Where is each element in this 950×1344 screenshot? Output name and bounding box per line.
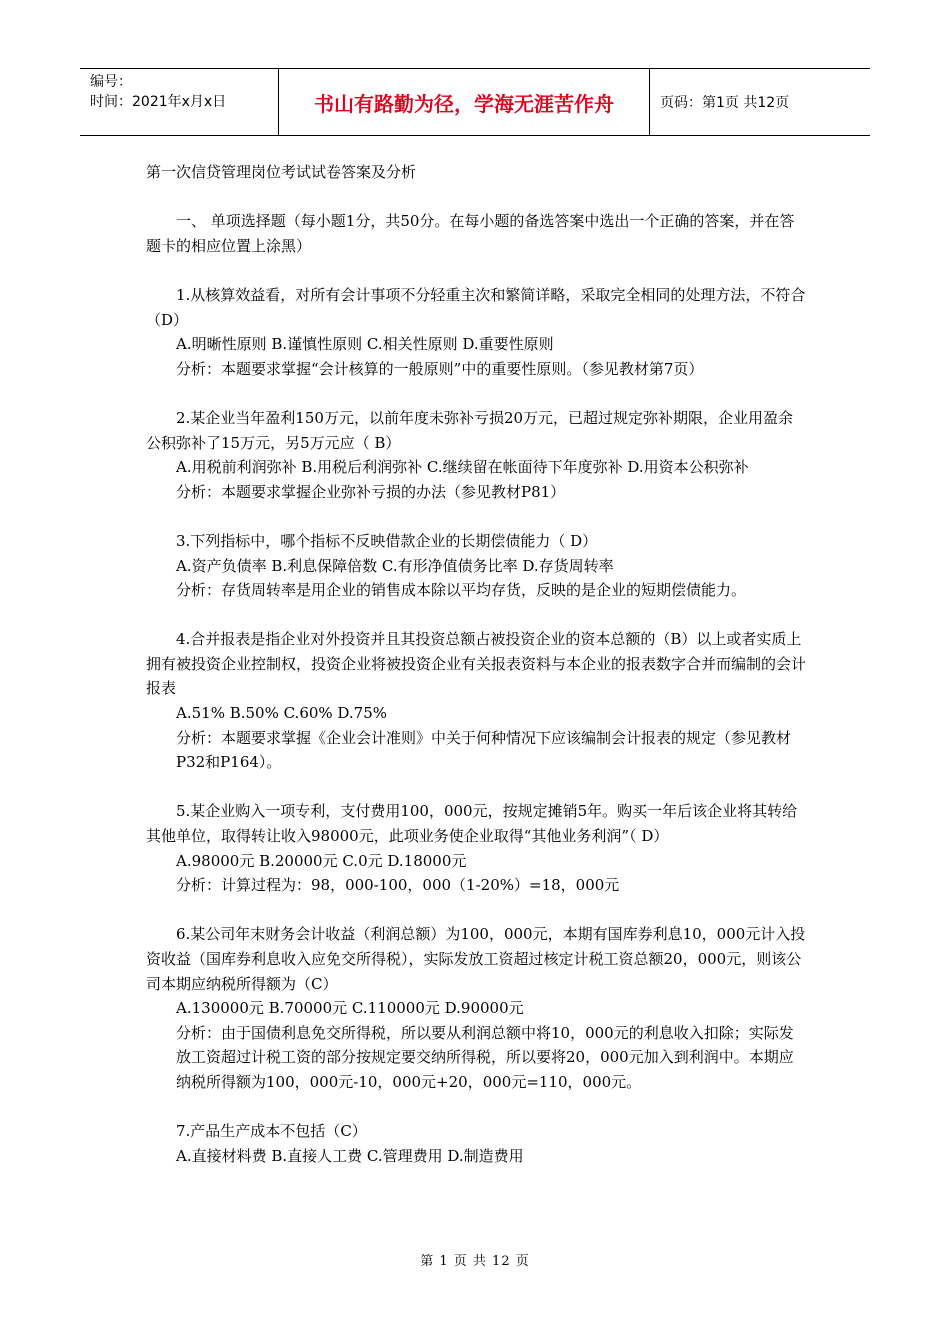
question-7-options: A.直接材料费 B.直接人工费 C.管理费用 D.制造费用	[176, 1146, 524, 1165]
question-3-options: A.资产负债率 B.利息保障倍数 C.有形净值债务比率 D.存货周转率	[176, 556, 614, 575]
header-page-info: 页码：第1页 共12页	[660, 95, 790, 111]
section-heading: 一、 单项选择题（每小题1分，共50分。在每小题的备选答案中选出一个正确的答案，并在答题卡的相应位置上涂黑）	[146, 212, 795, 255]
question-7-stem: 7.产品生产成本不包括（C）	[176, 1122, 367, 1141]
question-1-stem: 1.从核算效益看，对所有会计事项不分轻重主次和繁简详略，采取完全相同的处理方法，不符合（D）	[146, 285, 806, 329]
question-6-options: A.130000元 B.70000元 C.110000元 D.90000元	[176, 999, 524, 1018]
question-5-options: A.98000元 B.20000元 C.0元 D.18000元	[176, 851, 467, 870]
question-5-stem: 5.某企业购入一项专利，支付费用100，000元，按规定摊销5年。购买一年后该企业将其转给其他单位，取得转让收入98000元，此项业务使企业取得“其他业务利润”（ D）	[146, 802, 798, 846]
document-body	[146, 160, 808, 1168]
page-footer: 第 1 页 共 12 页	[420, 1254, 530, 1269]
question-2-stem: 2.某企业当年盈利150万元，以前年度未弥补亏损20万元，已超过规定弥补期限，企业用盈余公积弥补了15万元，另5万元应（ B）	[146, 408, 794, 452]
document-title: 第一次信贷管理岗位考试试卷答案及分析	[146, 163, 417, 181]
code-label: 编号：	[90, 74, 132, 90]
time-label: 时间：2021年x月x日	[90, 94, 227, 110]
question-2-analysis: 分析：本题要求掌握企业弥补亏损的办法（参见教材P81）	[176, 482, 566, 501]
question-4-analysis: 分析：本题要求掌握《企业会计准则》中关于何种情况下应该编制会计报表的规定（参见教材P32和P164）。	[176, 728, 792, 772]
question-1-analysis: 分析：本题要求掌握“会计核算的一般原则”中的重要性原则。（参见教材第7页）	[176, 359, 704, 378]
question-3-stem: 3.下列指标中，哪个指标不反映借款企业的长期偿债能力（ D）	[176, 531, 598, 550]
question-2-options: A.用税前利润弥补 B.用税后利润弥补 C.继续留在帐面待下年度弥补 D.用资本公积弥补	[176, 458, 749, 477]
question-6-analysis: 分析：由于国债利息免交所得税，所以要从利润总额中将10，000元的利息收入扣除；实际发放工资超过计税工资的部分按规定要交纳所得税，所以要将20，000元加入到利润中。本期应纳税所得额为100，000元-10，000元+20，000元=110，000元。	[176, 1023, 794, 1091]
question-3-analysis: 分析：存货周转率是用企业的销售成本除以平均存货，反映的是企业的短期偿债能力。	[176, 581, 747, 600]
question-4-options: A.51% B.50% C.60% D.75%	[176, 704, 388, 723]
question-6-stem: 6.某公司年末财务会计收益（利润总额）为100，000元，本期有国库券利息10，000元计入投资收益（国库券利息收入应免交所得税），实际发放工资超过核定计税工资总额20，000元，则该公司本期应纳税所得额为（C）	[146, 925, 806, 993]
header-meta	[80, 69, 278, 135]
page-header	[80, 68, 870, 136]
question-4-stem: 4.合并报表是指企业对外投资并且其投资总额占被投资企业的资本总额的（B）以上或者实质上拥有被投资企业控制权，投资企业将被投资企业有关报表资料与本企业的报表数字合并而编制的会计报表	[146, 630, 807, 698]
question-1-options: A.明晰性原则 B.谨慎性原则 C.相关性原则 D.重要性原则	[176, 335, 554, 354]
header-motto: 书山有路勤为径，学海无涯苦作舟	[278, 69, 650, 135]
question-5-analysis: 分析：计算过程为：98，000-100，000（1-20%）=18，000元	[176, 876, 620, 895]
